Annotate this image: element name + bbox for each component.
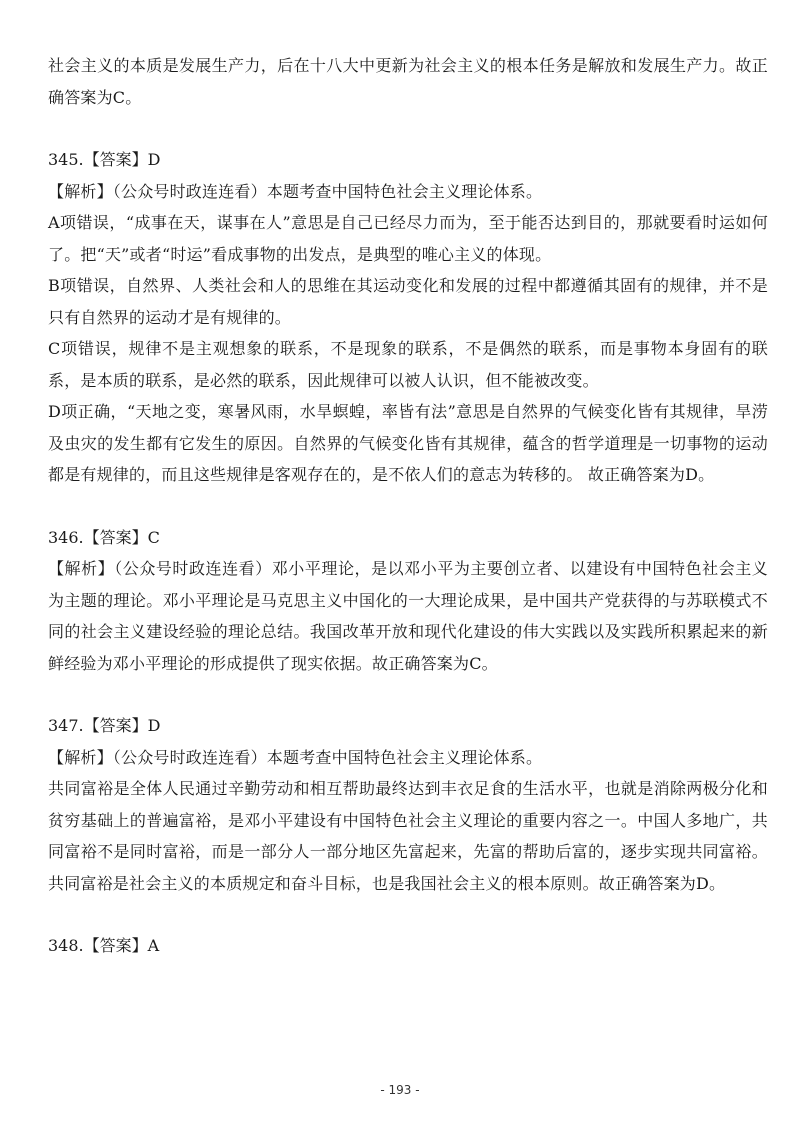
option-d-explanation: D项正确，“天地之变，寒暑风雨，水旱螟蝗，率皆有法”意思是自然界的气候变化皆有其规律，旱涝及虫灾的发生都有它发生的原因。自然界的气候变化皆有其规律，蕴含的哲学道理是一切事物的运动都是有规律的，而且这些规律是客观存在的，是不依人们的意志为转移的。 故正确答案为D。: [48, 402, 768, 484]
analysis-heading: 【解析】（公众号时政连连看）本题考查中国特色社会主义理论体系。: [48, 747, 543, 767]
analysis-body: 共同富裕是全体人民通过辛勤劳动和相互帮助最终达到丰衣足食的生活水平，也就是消除两极分化和贫穷基础上的普遍富裕，是邓小平建设有中国特色社会主义理论的重要内容之一。中国人多地广，共同富裕不是同时富裕，而是一部分人一部分地区先富起来，先富的帮助后富的，逐步实现共同富裕。共同富裕是社会主义的本质规定和奋斗目标，也是我国社会主义的根本原则。故正确答案为D。: [48, 779, 768, 893]
answer-label: 345.【答案】D: [48, 150, 161, 169]
question-345: [48, 144, 768, 491]
option-a-explanation: A项错误，“成事在天，谋事在人”意思是自己已经尽力而为，至于能否达到目的，那就要看时运如何了。把“天”或者“时运”看成事物的出发点，是典型的唯心主义的体现。: [48, 213, 768, 264]
intro-paragraph: 社会主义的本质是发展生产力，后在十八大中更新为社会主义的根本任务是解放和发展生产力。故正确答案为C。: [48, 56, 768, 107]
answer-label: 348.【答案】A: [48, 936, 160, 955]
analysis-paragraph: 【解析】（公众号时政连连看）邓小平理论，是以邓小平为主要创立者、以建设有中国特色社会主义为主题的理论。邓小平理论是马克思主义中国化的一大理论成果，是中国共产党获得的与苏联模式不同的社会主义建设经验的理论总结。我国改革开放和现代化建设的伟大实践以及实践所积累起来的新鲜经验为邓小平理论的形成提供了现实依据。故正确答案为C。: [48, 559, 768, 673]
answer-label: 346.【答案】C: [48, 527, 160, 547]
document-page: [48, 50, 768, 962]
option-c-explanation: C项错误，规律不是主观想象的联系，不是现象的联系，不是偶然的联系，而是事物本身固有的联系，是本质的联系，是必然的联系，因此规律可以被人认识，但不能被改变。: [48, 339, 768, 390]
analysis-heading: 【解析】（公众号时政连连看）本题考查中国特色社会主义理论体系。: [48, 181, 543, 201]
page-number: - 193 -: [380, 1083, 420, 1097]
question-347: [48, 710, 768, 899]
answer-label: 347.【答案】D: [48, 716, 161, 735]
question-348: [48, 930, 768, 962]
option-b-explanation: B项错误，自然界、人类社会和人的思维在其运动变化和发展的过程中都遵循其固有的规律，并不是只有自然界的运动才是有规律的。: [48, 276, 768, 327]
question-346: [48, 522, 768, 680]
